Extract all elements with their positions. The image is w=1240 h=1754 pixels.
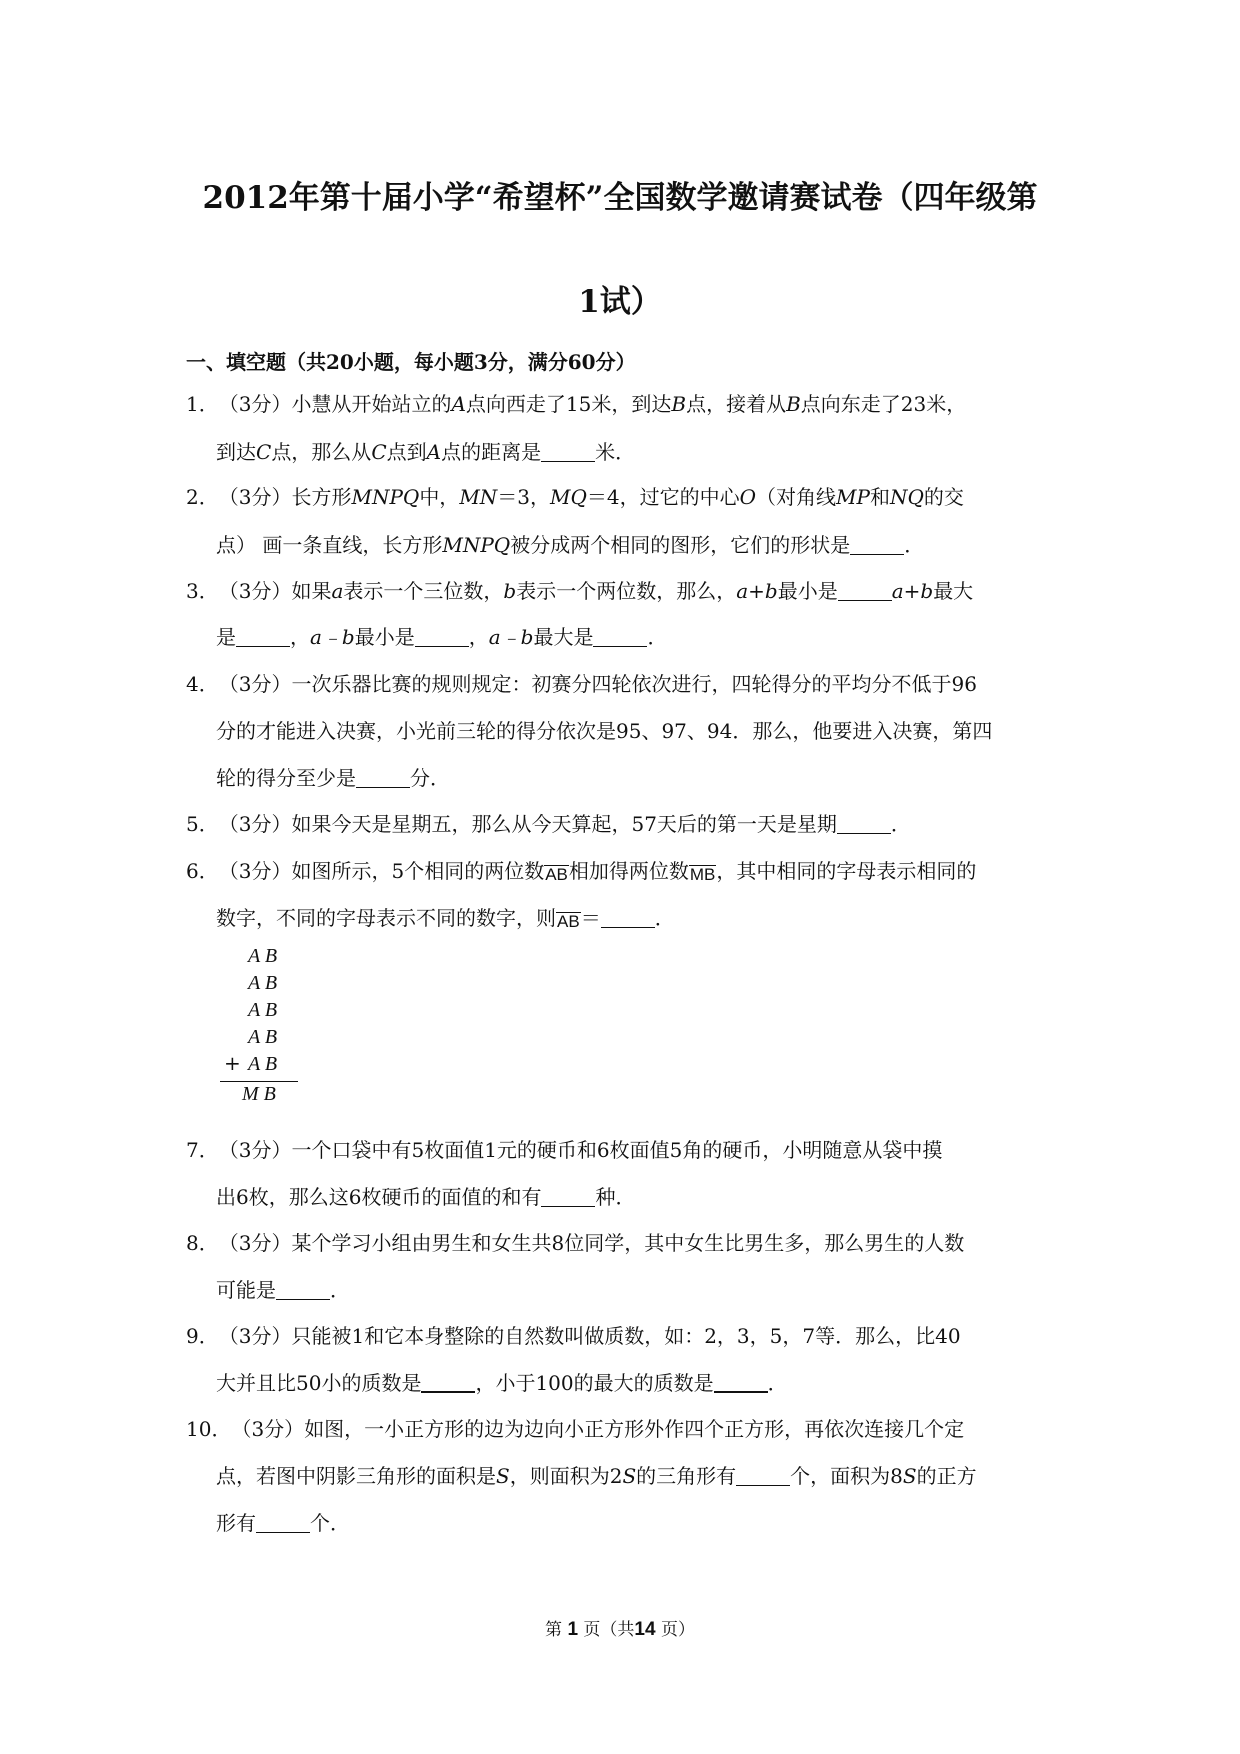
answer-blank bbox=[415, 628, 469, 647]
text: 最小是 bbox=[354, 625, 415, 649]
footer-text: 页） bbox=[660, 1620, 695, 1640]
text: 的交 bbox=[923, 485, 964, 509]
var: B bbox=[786, 392, 801, 416]
text: 相加得两位数 bbox=[568, 859, 689, 883]
answer-blank bbox=[541, 443, 595, 462]
text: 个，面积为8 bbox=[790, 1464, 903, 1488]
text: ． bbox=[904, 533, 925, 557]
text: 中， bbox=[419, 485, 460, 509]
var: MP bbox=[836, 485, 870, 509]
text: 如图，一小正方形的边为边向小正方形外作四个正方形，再依次连接几个定 bbox=[304, 1417, 965, 1441]
text: 被分成两个相同的图形，它们的形状是 bbox=[510, 533, 851, 557]
text: ，小于100的最大的质数是 bbox=[475, 1371, 714, 1395]
text: 种． bbox=[595, 1185, 636, 1209]
text: 的三角形有 bbox=[636, 1464, 737, 1488]
page-title-line-2: 1试） bbox=[578, 284, 662, 320]
text: 点，若图中阴影三角形的面积是 bbox=[216, 1464, 496, 1488]
answer-blank bbox=[356, 769, 410, 788]
var: a﹣b bbox=[310, 625, 355, 649]
var: C bbox=[371, 440, 387, 464]
var: S bbox=[496, 1464, 510, 1488]
question-7-line-2 bbox=[216, 1181, 635, 1210]
text: 分． bbox=[410, 766, 450, 790]
var: C bbox=[256, 440, 272, 464]
question-number: 10． bbox=[186, 1417, 232, 1441]
text: 如果今天是星期五，那么从今天算起，57天后的第一天是星期 bbox=[291, 812, 837, 836]
text: ， bbox=[290, 625, 310, 649]
question-4-line-2 bbox=[216, 715, 992, 744]
text: 是 bbox=[216, 625, 236, 649]
question-number: 7． bbox=[186, 1138, 219, 1162]
question-points: （3分） bbox=[218, 1138, 292, 1162]
question-8-line-2 bbox=[216, 1274, 350, 1303]
text: 表示一个两位数，那么， bbox=[516, 579, 737, 603]
text: 最大是 bbox=[533, 625, 594, 649]
question-3-line-2 bbox=[216, 621, 667, 650]
var: MNPQ bbox=[351, 485, 420, 509]
var: A bbox=[451, 392, 466, 416]
text: 可能是 bbox=[216, 1278, 276, 1302]
question-number: 6． bbox=[186, 859, 219, 883]
text: ＝ bbox=[580, 906, 601, 930]
var: a﹣b bbox=[488, 625, 534, 649]
text: ， bbox=[468, 625, 489, 649]
overlined-number: MB bbox=[689, 865, 716, 884]
text: 一个口袋中有5枚面值1元的硬币和6枚面值5角的硬币，小明随意从袋中摸 bbox=[291, 1138, 943, 1162]
text: ＝3， bbox=[497, 485, 551, 509]
text: 和 bbox=[869, 485, 890, 509]
section-heading: 一、填空题（共20小题，每小题3分，满分60分） bbox=[186, 350, 636, 374]
var: a bbox=[331, 579, 344, 603]
question-10-line-2 bbox=[216, 1460, 977, 1489]
text: 的正方 bbox=[916, 1464, 977, 1488]
sum-line bbox=[220, 1081, 298, 1082]
question-4-line-1 bbox=[186, 668, 977, 697]
question-3-line-1 bbox=[186, 575, 973, 604]
text: 形有 bbox=[216, 1511, 256, 1535]
question-1-line-2 bbox=[216, 436, 635, 465]
addend-row: A B bbox=[248, 972, 278, 994]
addend-row: A B bbox=[248, 945, 278, 967]
answer-blank bbox=[276, 1281, 330, 1300]
question-number: 1． bbox=[186, 392, 219, 416]
answer-blank bbox=[236, 628, 290, 647]
plus-sign: + bbox=[224, 1051, 241, 1075]
text: 一次乐器比赛的规则规定：初赛分四轮依次进行，四轮得分的平均分不低于96 bbox=[291, 672, 977, 696]
var: b bbox=[503, 579, 517, 603]
answer-blank bbox=[601, 909, 655, 928]
addend-row: A B bbox=[248, 1053, 278, 1075]
answer-blank bbox=[421, 1373, 475, 1393]
addend-row: A B bbox=[248, 999, 278, 1021]
var: B bbox=[671, 392, 687, 416]
answer-blank bbox=[850, 536, 904, 555]
question-number: 3． bbox=[186, 579, 219, 603]
question-points: （3分） bbox=[218, 392, 292, 416]
total-pages: 14 bbox=[634, 1619, 656, 1640]
text: ． bbox=[647, 625, 668, 649]
question-points: （3分） bbox=[218, 672, 292, 696]
text: 点向东走了23米， bbox=[800, 392, 967, 416]
question-1-line-1 bbox=[186, 388, 966, 417]
question-6-line-1 bbox=[186, 855, 976, 884]
sum-row: M B bbox=[242, 1083, 276, 1105]
question-9-line-1 bbox=[186, 1320, 961, 1349]
var: MNPQ bbox=[442, 533, 511, 557]
text: 点的距离是 bbox=[441, 440, 542, 464]
question-points: （3分） bbox=[218, 1231, 292, 1255]
question-points: （3分） bbox=[218, 1324, 292, 1348]
page-footer bbox=[0, 1615, 1240, 1641]
text: 点，那么从 bbox=[271, 440, 372, 464]
question-number: 4． bbox=[186, 672, 219, 696]
answer-blank bbox=[541, 1188, 595, 1207]
page-number: 1 bbox=[567, 1619, 579, 1640]
text: 分的才能进入决赛，小光前三轮的得分依次是95、97、94．那么，他要进入决赛，第四 bbox=[216, 719, 993, 743]
text: 点） 画一条直线，长方形 bbox=[216, 533, 443, 557]
var: a+b bbox=[891, 579, 934, 603]
text: ，则面积为2 bbox=[509, 1464, 623, 1488]
var: a+b bbox=[736, 579, 778, 603]
text: 最小是 bbox=[777, 579, 838, 603]
text: ，其中相同的字母表示相同的 bbox=[716, 859, 977, 883]
text: 小慧从开始站立的 bbox=[291, 392, 452, 416]
var: MQ bbox=[550, 485, 587, 509]
question-points: （3分） bbox=[218, 579, 292, 603]
text: 数字，不同的字母表示不同的数字，则 bbox=[216, 906, 556, 930]
question-number: 2． bbox=[186, 485, 219, 509]
text: （对角线 bbox=[756, 485, 837, 509]
addition-figure bbox=[220, 945, 300, 1105]
question-points: （3分） bbox=[218, 812, 292, 836]
text: 最大 bbox=[933, 579, 974, 603]
overlined-number: AB bbox=[545, 865, 568, 884]
question-points: （3分） bbox=[218, 485, 292, 509]
text: 轮的得分至少是 bbox=[216, 766, 356, 790]
text: 如果 bbox=[291, 579, 332, 603]
text: 如图所示，5个相同的两位数 bbox=[291, 859, 545, 883]
answer-blank bbox=[256, 1514, 310, 1533]
text: 到达 bbox=[216, 440, 256, 464]
text: ． bbox=[890, 812, 911, 836]
var: A bbox=[426, 440, 442, 464]
footer-text: 第 bbox=[545, 1620, 563, 1640]
text: 点，接着从 bbox=[686, 392, 787, 416]
var: NQ bbox=[889, 485, 924, 509]
text: 出6枚，那么这6枚硬币的面值的和有 bbox=[216, 1185, 542, 1209]
text: ． bbox=[654, 906, 675, 930]
answer-blank bbox=[837, 815, 891, 834]
question-6-line-2 bbox=[216, 902, 675, 931]
question-2-line-1 bbox=[186, 481, 964, 510]
text: 长方形 bbox=[291, 485, 352, 509]
text: 点到 bbox=[386, 440, 427, 464]
var: MN bbox=[459, 485, 498, 509]
text: 某个学习小组由男生和女生共8位同学，其中女生比男生多，那么男生的人数 bbox=[291, 1231, 965, 1255]
var: S bbox=[902, 1464, 917, 1488]
question-10-line-1 bbox=[186, 1413, 964, 1442]
answer-blank bbox=[736, 1467, 790, 1486]
question-number: 9． bbox=[186, 1324, 219, 1348]
answer-blank bbox=[714, 1373, 768, 1393]
answer-blank bbox=[838, 582, 892, 601]
var: S bbox=[622, 1464, 637, 1488]
footer-text: 页（共 bbox=[583, 1620, 635, 1640]
text: 只能被1和它本身整除的自然数叫做质数，如：2，3，5，7等．那么，比40 bbox=[291, 1324, 961, 1348]
question-5-line-1 bbox=[186, 808, 911, 837]
page-title-line-1: 2012年第十届小学“希望杯”全国数学邀请赛试卷（四年级第 bbox=[202, 180, 1038, 216]
text: ＝4，过它的中心 bbox=[586, 485, 740, 509]
text: 点向西走了15米，到达 bbox=[465, 392, 672, 416]
question-points: （3分） bbox=[231, 1417, 305, 1441]
text: 表示一个三位数， bbox=[343, 579, 504, 603]
question-number: 8． bbox=[186, 1231, 219, 1255]
question-4-line-3 bbox=[216, 762, 450, 791]
question-9-line-2 bbox=[216, 1367, 788, 1396]
var: O bbox=[739, 485, 757, 509]
addend-row: A B bbox=[248, 1026, 278, 1048]
question-number: 5． bbox=[186, 812, 219, 836]
text: ． bbox=[767, 1371, 788, 1395]
question-7-line-1 bbox=[186, 1134, 942, 1163]
text: ． bbox=[330, 1278, 350, 1302]
question-10-line-3 bbox=[216, 1507, 350, 1536]
answer-blank bbox=[593, 628, 647, 647]
question-points: （3分） bbox=[218, 859, 292, 883]
text: 米． bbox=[595, 440, 636, 464]
overlined-number: AB bbox=[557, 912, 580, 931]
question-8-line-1 bbox=[186, 1227, 964, 1256]
text: 个． bbox=[310, 1511, 350, 1535]
text: 大并且比50小的质数是 bbox=[216, 1371, 422, 1395]
question-2-line-2 bbox=[216, 529, 924, 558]
